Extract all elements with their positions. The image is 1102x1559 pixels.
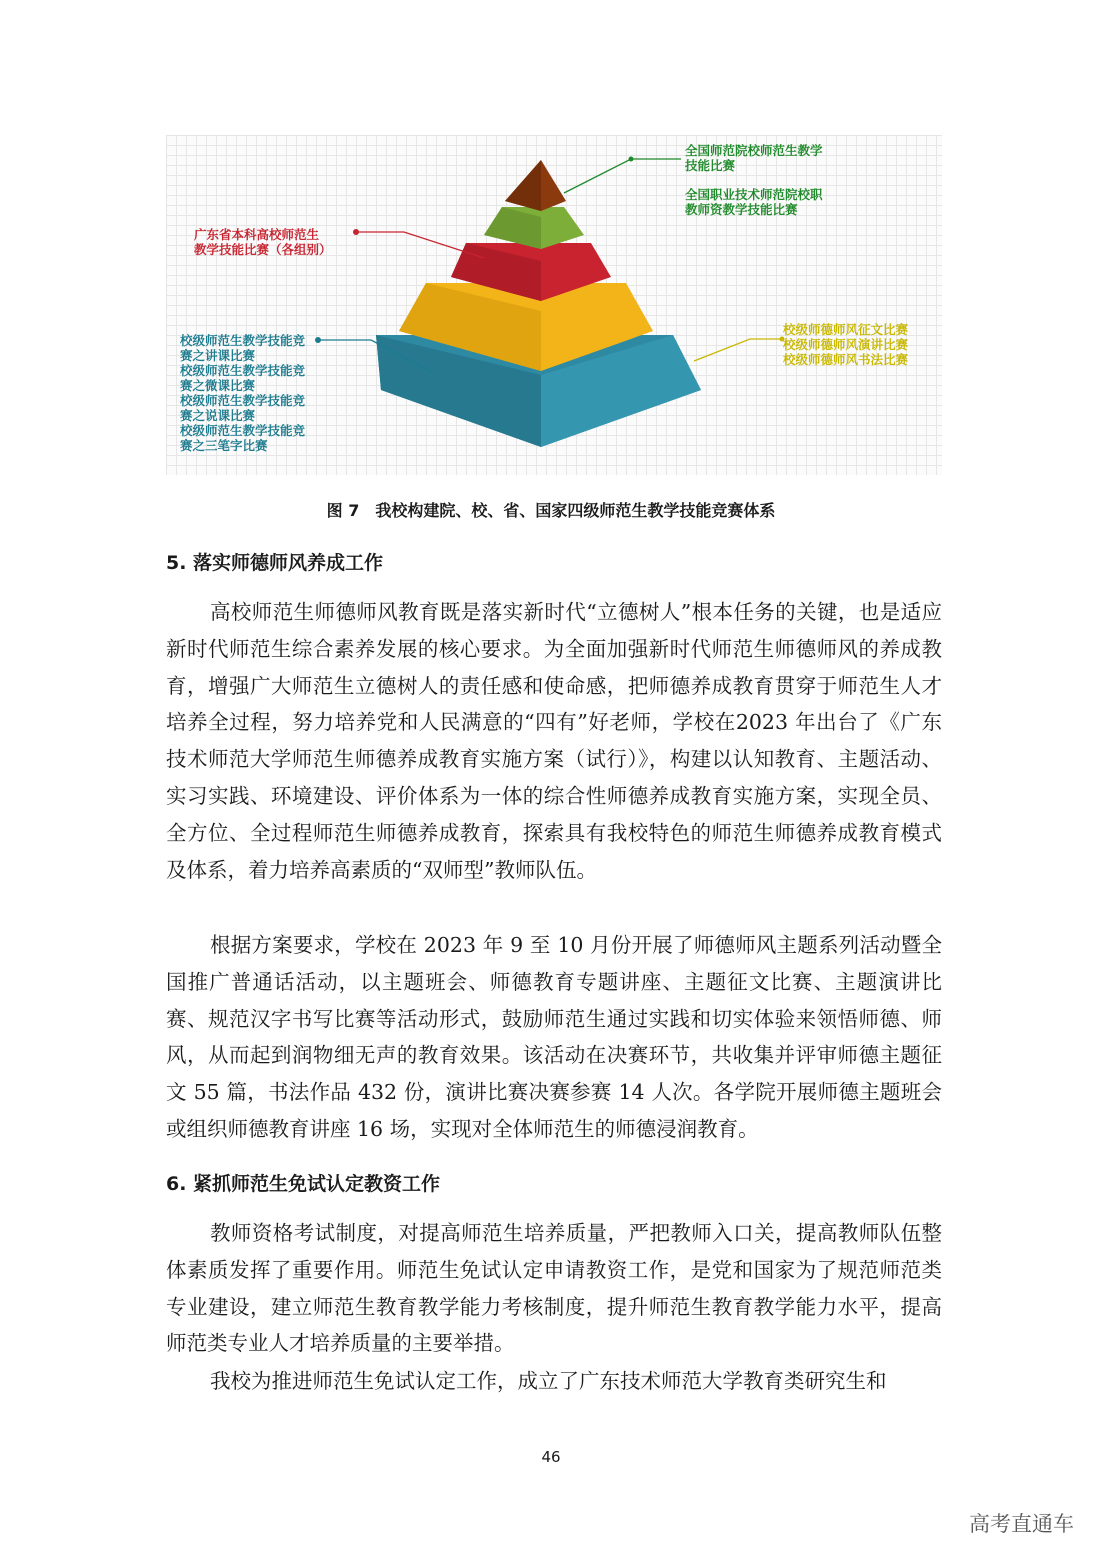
- section-6-heading: 6. 紧抓师范生免试认定教资工作: [166, 1173, 441, 1195]
- connector-national: [564, 159, 681, 193]
- section-5-paragraph-2: 根据方案要求，学校在 2023 年 9 至 10 月份开展了师德师风主题系列活动暨全国推广普通话活动，以主题班会、师德教育专题讲座、主题征文比赛、主题演讲比赛、规范汉字书写比赛等活动形式，鼓励师范生通过实践和切实体验来领悟师德、师风，从而起到润物细无声的教育效果。该活动在决赛环节，共收集并评审师德主题征文 55 篇，书法作品 432 份，演讲比赛决赛参赛 14 人次。各学院开展师德主题班会或组织师德教育讲座 16 场，实现对全体师范生的师德浸润教育。: [166, 933, 942, 1141]
- page-number: 46: [541, 1448, 561, 1466]
- connector-school-ethics: [694, 339, 782, 361]
- figure-caption: 图 7 我校构建院、校、省、国家四级师范生教学技能竞赛体系: [326, 501, 776, 520]
- watermark: 高考直通车: [969, 1512, 1074, 1536]
- competition-pyramid-diagram: [166, 135, 942, 475]
- section-5-heading: 5. 落实师德师风养成工作: [166, 552, 384, 574]
- label-school-skill: 校级师范生教学技能竞 赛之讲课比赛 校级师范生教学技能竞 赛之微课比赛 校级师范生教学技能竞 赛之说课比赛 校级师范生教学技能竞 赛之三笔字比赛: [180, 333, 306, 453]
- section-6-paragraph-1: 教师资格考试制度，对提高师范生培养质量，严把教师入口关，提高教师队伍整体素质发挥了重要作用。师范生免试认定申请教资工作，是党和国家为了规范师范类专业建设，建立师范生教育教学能力考核制度，提升师范生教育教学能力水平，提高师范类专业人才培养质量的主要举措。: [166, 1221, 942, 1356]
- label-provincial: 广东省本科高校师范生 教学技能比赛（各组别）: [194, 227, 332, 257]
- section-6-paragraph-2: 我校为推进师范生免试认定工作，成立了广东技术师范大学教育类研究生和: [210, 1369, 887, 1393]
- section-5-paragraph-1: 高校师范生师德师风教育既是落实新时代“立德树人”根本任务的关键，也是适应新时代师范生综合素养发展的核心要求。为全面加强新时代师范生师德师风的养成教育，增强广大师范生立德树人的责任感和使命感，把师德养成教育贯穿于师范生人才培养全过程，努力培养党和人民满意的“四有”好老师，学校在2023 年出台了《广东技术师范大学师范生师德养成教育实施方案（试行）》，构建以认知教育、主题活动、实习实践、环境建设、评价体系为一体的综合性师德养成教育实施方案，实现全员、全方位、全过程师范生师德养成教育，探索具有我校特色的师范生师德养成教育模式及体系，着力培养高素质的“双师型”教师队伍。: [166, 600, 942, 882]
- label-school-ethics: 校级师德师风征文比赛 校级师德师风演讲比赛 校级师德师风书法比赛: [783, 322, 909, 367]
- label-national-normal: 全国师范院校师范生教学 技能比赛: [685, 143, 823, 173]
- label-national-vocational: 全国职业技术师范院校职 教师资教学技能比赛: [685, 187, 823, 217]
